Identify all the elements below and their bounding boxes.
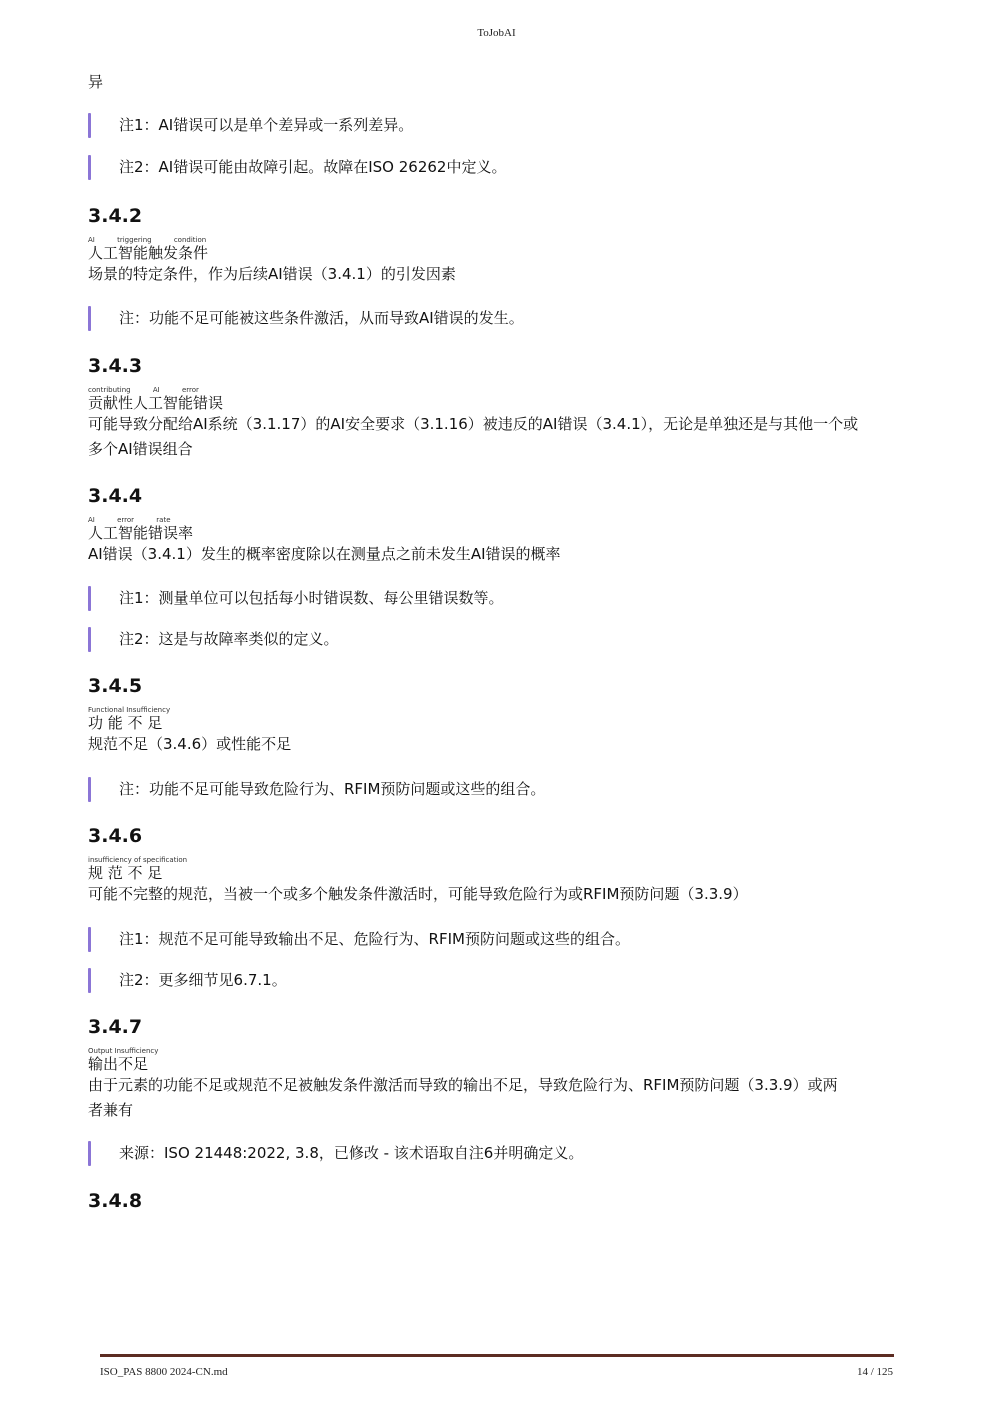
- note-3-4-6-2: 注2：更多细节见6.7.1。: [88, 968, 904, 993]
- page-header: ToJobAI: [477, 27, 516, 39]
- note-bar: [88, 1141, 91, 1166]
- term-3-4-5: 功 能 不 足: [88, 714, 163, 732]
- section-heading-3-4-6: 3.4.6: [88, 825, 143, 847]
- term-english-gloss: AI error rate: [88, 516, 171, 524]
- note-3-4-1-1: 注1：AI错误可以是单个差异或一系列差异。: [88, 113, 904, 138]
- note-bar: [88, 627, 91, 652]
- term-english-gloss: insufficiency of specification: [88, 856, 188, 864]
- footer-rule: [100, 1354, 894, 1357]
- definition-3-4-7-line1: 由于元素的功能不足或规范不足被触发条件激活而导致的输出不足，导致危险行为、RFIM预防问题（3.3.9）或两: [88, 1076, 838, 1094]
- term-english-gloss: Functional Insufficiency: [88, 706, 171, 714]
- note-3-4-5: 注：功能不足可能导致危险行为、RFIM预防问题或这些的组合。: [88, 777, 904, 802]
- term-3-4-6: 规 范 不 足: [88, 864, 163, 882]
- section-heading-3-4-7: 3.4.7: [88, 1016, 143, 1038]
- definition-3-4-6: 可能不完整的规范，当被一个或多个触发条件激活时，可能导致危险行为或RFIM预防问题（3.3.9）: [88, 885, 748, 903]
- term-english-gloss: Output Insufficiency: [88, 1047, 159, 1055]
- note-3-4-2: 注：功能不足可能被这些条件激活，从而导致AI错误的发生。: [88, 306, 904, 331]
- term-3-4-3: 贡献性人工智能错误: [88, 394, 224, 412]
- source-note-3-4-7: 来源：ISO 21448:2022, 3.8，已修改 - 该术语取自注6并明确定义。: [88, 1141, 904, 1166]
- note-bar: [88, 155, 91, 180]
- note-bar: [88, 586, 91, 611]
- term-3-4-7: 输出不足: [88, 1055, 149, 1073]
- section-heading-3-4-8: 3.4.8: [88, 1190, 143, 1212]
- term-english-gloss: AI triggering condition: [88, 236, 207, 244]
- term-3-4-4: 人工智能错误率: [88, 524, 194, 542]
- definition-3-4-3-line2: 多个AI错误组合: [88, 440, 193, 458]
- note-bar: [88, 777, 91, 802]
- note-3-4-4-2: 注2：这是与故障率类似的定义。: [88, 627, 904, 652]
- term-3-4-2: 人工智能触发条件: [88, 244, 209, 262]
- note-bar: [88, 306, 91, 331]
- note-3-4-6-1: 注1：规范不足可能导致输出不足、危险行为、RFIM预防问题或这些的组合。: [88, 927, 904, 952]
- term-english-gloss: contributing AI error: [88, 386, 199, 394]
- footer-filename: ISO_PAS 8800 2024-CN.md: [100, 1366, 228, 1378]
- definition-3-4-4: AI错误（3.4.1）发生的概率密度除以在测量点之前未发生AI错误的概率: [88, 545, 561, 563]
- note-bar: [88, 113, 91, 138]
- definition-3-4-3-line1: 可能导致分配给AI系统（3.1.17）的AI安全要求（3.1.16）被违反的AI错误（3.4.1），无论是单独还是与其他一个或: [88, 415, 859, 433]
- note-bar: [88, 927, 91, 952]
- section-heading-3-4-5: 3.4.5: [88, 675, 143, 697]
- definition-3-4-7-line2: 者兼有: [88, 1101, 134, 1119]
- section-heading-3-4-3: 3.4.3: [88, 355, 143, 377]
- section-heading-3-4-2: 3.4.2: [88, 205, 143, 227]
- definition-3-4-2: 场景的特定条件，作为后续AI错误（3.4.1）的引发因素: [88, 265, 456, 283]
- note-3-4-1-2: 注2：AI错误可能由故障引起。故障在ISO 26262中定义。: [88, 155, 904, 180]
- section-heading-3-4-4: 3.4.4: [88, 485, 143, 507]
- definition-3-4-5: 规范不足（3.4.6）或性能不足: [88, 735, 292, 753]
- note-3-4-4-1: 注1：测量单位可以包括每小时错误数、每公里错误数等。: [88, 586, 904, 611]
- footer-page-number: 14 / 125: [856, 1366, 893, 1378]
- continued-text: 异: [88, 73, 104, 91]
- document-body: [88, 70, 904, 1214]
- note-bar: [88, 968, 91, 993]
